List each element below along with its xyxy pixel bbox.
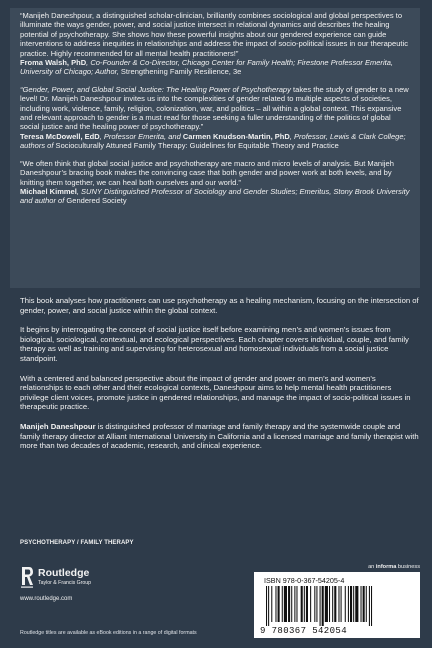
barcode-bar [282, 586, 283, 622]
barcode-bar [369, 586, 370, 626]
informa-tagline: an informa business [368, 564, 420, 570]
barcode-bar [306, 586, 308, 622]
barcode-bar [338, 586, 339, 622]
barcode-bar [310, 586, 311, 622]
description-paragraph: With a centered and balanced perspective about the impact of gender and power on men’s and women’s relationships to each other and their ecological contexts, Daneshpour aims to help mental health practitioners privilege client voices, promote justice in gendered relationships, and manage the impact of socio-political issues in therapeutic practice. [20, 373, 411, 412]
barcode-icon [264, 586, 410, 626]
barcode-bar [345, 586, 346, 622]
praise-quote-2: “Gender, Power, and Global Social Justice: The Healing Power of Psychotherapy takes the study of gender to a new level! Dr. Manijeh Daneshpour invites us into the complexities of gender related to multiple aspects of societies, including work, violence, family, religion, colonization, war, and politics – all within a global context. This expansive and relevant approach to gender is a must read for those seeking a fuller understanding of the politics of global social justice and the healing power of psychotherapy.” Teresa McDowell, EdD, Professor Emerita, and Carmen Knudson-Martin, PhD, Professor, Lewis & Clark College; authors of Socioculturally Attuned Family Therapy: Guidelines for Equitable Theory and Practice [20, 84, 409, 151]
publisher-logo [20, 566, 170, 610]
publisher-url[interactable]: www.routledge.com [20, 596, 73, 602]
barcode-bar [320, 586, 321, 626]
author-bio: Manijeh Daneshpour is distinguished professor of marriage and family therapy and the systemwide couple and family therapy director at Alliant International University in California and a licensed marriage and family therapist with more than two decades of academic, research, and clinical experience. [20, 421, 419, 451]
barcode-bar [271, 586, 272, 622]
barcode-bar [371, 586, 372, 626]
barcode-bar [291, 586, 292, 622]
barcode-bar [301, 586, 303, 622]
isbn-label: ISBN 978-0-367-54205-4 [264, 576, 345, 585]
barcode-bar [288, 586, 290, 622]
barcode-bar [355, 586, 358, 622]
publisher-name: Routledge [38, 567, 90, 579]
praise-box [10, 8, 420, 288]
barcode-bar [322, 586, 324, 626]
barcode-bar [332, 586, 333, 622]
barcode-bar [314, 586, 315, 622]
barcode-bar [296, 586, 297, 622]
book-description [20, 296, 420, 461]
barcode-bar [304, 586, 305, 622]
description-paragraph: It begins by interrogating the concept of social justice itself before examining men’s and women’s issues from biological, sociological, contextual, and ecological perspectives. Each chapter covers individual, couple, and family therapy as well as training and supervising for heterosexual and homosexual individuals from a social justice standpoint. [20, 325, 409, 363]
barcode-bar [316, 586, 317, 622]
barcode-bar [350, 586, 352, 622]
barcode-bar [366, 586, 367, 622]
barcode-bar [361, 586, 362, 622]
praise-attribution-2: Teresa McDowell, EdD, Professor Emerita, and Carmen Knudson-Martin, PhD, Professor, Lewis & Clark College; authors of Socioculturally Attuned Family Therapy: Guidelines for Equitable Theory and Practice [20, 131, 406, 151]
barcode-bar [363, 586, 365, 622]
praise-quote-3: “We often think that global social justice and psychotherapy are macro and micro levels of analysis. But Manijeh Daneshpour’s bracing book makes the convincing case that both gender and power work at both levels, and by knitting them together, we can heal both ourselves and our world.” Michael Kimmel, SUNY Distinguished Professor of Sociology and Gender Studies; Emeritus, Stony Brook University and author of Gendered Society [20, 158, 410, 206]
barcode-bar [278, 586, 280, 622]
routledge-r-logo-icon [20, 566, 34, 588]
barcode-bar [294, 586, 295, 622]
praise-quote-1: “Manijeh Daneshpour, a distinguished scholar-clinician, brilliantly combines sociological and global perspectives to illuminate the ways gender, power, and social justice intersect in relational dynamics and describes the healing potential of psychotherapy. She shows how these powerful insights about our gendered experience can guide interventions to address inequities in relationships and address the impact of socio-political issues in our therapeutic practice. Highly recommended for all mental health practitioners!” Froma Walsh, PhD, Co-Founder & Co-Director, Chicago Center for Family Health; Firestone Professor Emerita, University of Chicago; Author, Strengthening Family Resilience, 3e [20, 11, 410, 77]
barcode-area [254, 564, 420, 638]
barcode-bar [334, 586, 336, 622]
praise-attribution-3: Michael Kimmel, SUNY Distinguished Professor of Sociology and Gender Studies; Emeritus, Stony Brook University and author of Gendered Society [20, 186, 410, 206]
praise-attribution-1: Froma Walsh, PhD, Co-Founder & Co-Director, Chicago Center for Family Health; Firestone Professor Emerita, University of Chicago; Author, Strengthening Family Resilience, 3e [20, 58, 393, 77]
barcode-bar [266, 586, 267, 626]
barcode-bar [348, 586, 349, 622]
barcode-box [254, 572, 420, 638]
barcode-bar [284, 586, 287, 622]
barcode-bar [325, 586, 328, 622]
description-paragraph: This book analyses how practitioners can use psychotherapy as a healing mechanism, focusing on the intersection of gender, power, and social justice within the global context. [20, 296, 419, 315]
barcode-bar [341, 586, 342, 622]
barcode-bar [329, 586, 330, 622]
barcode-digits: 9 780367 542054 [260, 626, 348, 636]
publisher-group: Taylor & Francis Group [38, 580, 92, 586]
barcode-bar [275, 586, 276, 622]
barcode-bar [353, 586, 354, 622]
barcode-bar [268, 586, 269, 626]
ebook-footnote: Routledge titles are available as eBook editions in a range of digital formats [20, 630, 197, 636]
subject-category: PSYCHOTHERAPY / FAMILY THERAPY [20, 540, 134, 546]
